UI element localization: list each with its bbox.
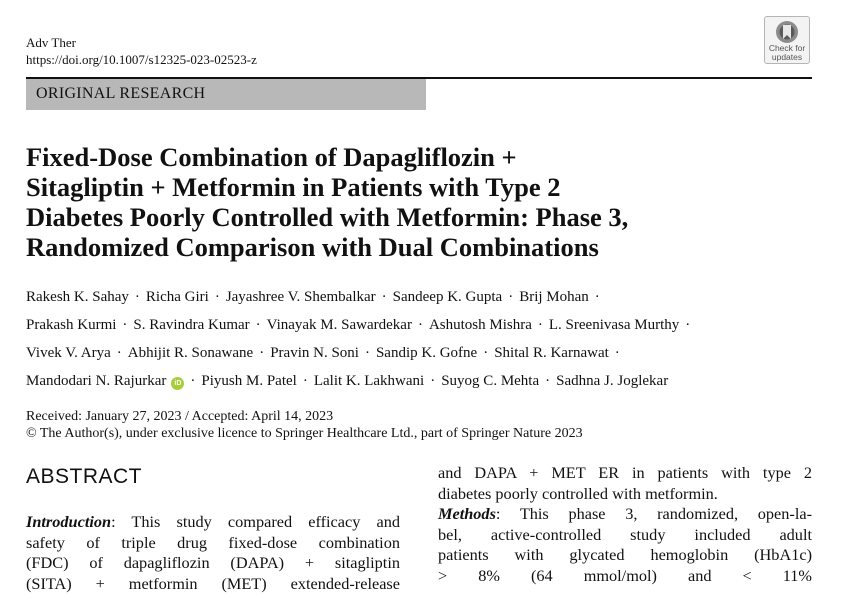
author-separator: · xyxy=(215,289,220,305)
author-name[interactable]: S. Ravindra Kumar xyxy=(133,317,249,333)
author-separator: · xyxy=(122,317,127,333)
abstract-text-line: (SITA) + metformin (MET) extended-release xyxy=(26,574,400,594)
author-name[interactable]: Piyush M. Patel xyxy=(201,373,296,389)
doi-link[interactable]: https://doi.org/10.1007/s12325-023-02523-z xyxy=(26,51,257,68)
received-accepted-dates: Received: January 27, 2023 / Accepted: April 14, 2023 xyxy=(26,408,826,425)
article-type-label: ORIGINAL RESEARCH xyxy=(36,85,205,103)
author-separator: · xyxy=(538,317,543,333)
title-line: Sitagliptin + Metformin in Patients with Type 2 xyxy=(26,172,806,202)
author-name[interactable]: Mandodari N. Rajurkar xyxy=(26,373,166,389)
title-line: Randomized Comparison with Dual Combinations xyxy=(26,232,806,262)
check-for-updates-line2: updates xyxy=(765,53,809,62)
article-type-banner xyxy=(26,79,426,110)
author-line xyxy=(26,286,826,314)
author-name[interactable]: Lalit K. Lakhwani xyxy=(314,373,424,389)
author-separator: · xyxy=(685,317,690,333)
abstract-text-line: patients with glycated hemoglobin (HbA1c) xyxy=(438,545,812,566)
abstract-text-line: safety of triple drug fixed-dose combination xyxy=(26,533,400,554)
author-separator: · xyxy=(418,317,423,333)
orcid-icon[interactable]: iD xyxy=(171,377,184,390)
author-name[interactable]: Suyog C. Mehta xyxy=(441,373,539,389)
abstract-text-line xyxy=(438,504,812,525)
copyright-notice: © The Author(s), under exclusive licence to Springer Healthcare Ltd., part of Springer Nature 2023 xyxy=(26,425,826,442)
author-separator: · xyxy=(256,317,261,333)
author-name[interactable]: Sadhna J. Joglekar xyxy=(556,373,668,389)
author-line xyxy=(26,314,826,342)
journal-header xyxy=(26,34,257,68)
introduction-label: Introduction xyxy=(26,512,111,531)
abstract-text-line: and DAPA + MET ER in patients with type 2 xyxy=(438,463,812,484)
author-name[interactable]: Vivek V. Arya xyxy=(26,345,111,361)
author-list xyxy=(26,286,826,398)
abstract-text-line: diabetes poorly controlled with metformin. xyxy=(438,484,812,505)
author-name[interactable]: Pravin N. Soni xyxy=(270,345,359,361)
author-name[interactable]: Vinayak M. Sawardekar xyxy=(267,317,412,333)
author-separator: · xyxy=(259,345,264,361)
author-separator: · xyxy=(545,373,550,389)
introduction-text: : This study compared efficacy and xyxy=(111,512,400,531)
journal-name: Adv Ther xyxy=(26,34,257,51)
article-title xyxy=(26,142,806,262)
abstract-right-column xyxy=(438,463,812,586)
author-name[interactable]: Ashutosh Mishra xyxy=(429,317,532,333)
publication-dates xyxy=(26,408,826,442)
abstract-text-line: (FDC) of dapagliflozin (DAPA) + sitagliptin xyxy=(26,553,400,574)
author-separator: · xyxy=(430,373,435,389)
methods-label: Methods xyxy=(438,504,496,523)
author-name[interactable]: Prakash Kurmi xyxy=(26,317,116,333)
author-name[interactable]: L. Sreenivasa Murthy xyxy=(549,317,679,333)
author-name[interactable]: Richa Giri xyxy=(146,289,209,305)
author-separator: · xyxy=(303,373,308,389)
check-for-updates-line1: Check for xyxy=(765,44,809,53)
author-name[interactable]: Brij Mohan xyxy=(519,289,589,305)
author-separator: · xyxy=(117,345,122,361)
author-separator: · xyxy=(595,289,600,305)
author-separator: · xyxy=(508,289,513,305)
author-separator: · xyxy=(382,289,387,305)
check-for-updates-icon xyxy=(775,20,799,44)
abstract-heading: ABSTRACT xyxy=(26,465,142,489)
author-separator: · xyxy=(615,345,620,361)
check-for-updates-badge[interactable] xyxy=(764,16,810,64)
author-name[interactable]: Rakesh K. Sahay xyxy=(26,289,129,305)
title-line: Fixed-Dose Combination of Dapagliflozin + xyxy=(26,142,806,172)
author-separator: · xyxy=(135,289,140,305)
author-separator: · xyxy=(190,373,195,389)
author-separator: · xyxy=(365,345,370,361)
abstract-text-line: bel, active-controlled study included adult xyxy=(438,525,812,546)
author-name[interactable]: Abhijit R. Sonawane xyxy=(128,345,253,361)
author-separator: · xyxy=(483,345,488,361)
author-name[interactable]: Shital R. Karnawat xyxy=(494,345,609,361)
methods-text: : This phase 3, randomized, open-la- xyxy=(496,504,812,523)
abstract-text-line: > 8% (64 mmol/mol) and < 11% xyxy=(438,566,812,587)
author-line xyxy=(26,342,826,370)
abstract-text-line xyxy=(26,512,400,533)
author-name[interactable]: Jayashree V. Shembalkar xyxy=(226,289,376,305)
title-line: Diabetes Poorly Controlled with Metformin: Phase 3, xyxy=(26,202,806,232)
author-name[interactable]: Sandeep K. Gupta xyxy=(393,289,503,305)
author-name[interactable]: Sandip K. Gofne xyxy=(376,345,477,361)
abstract-left-column xyxy=(26,512,400,594)
author-line xyxy=(26,370,826,398)
